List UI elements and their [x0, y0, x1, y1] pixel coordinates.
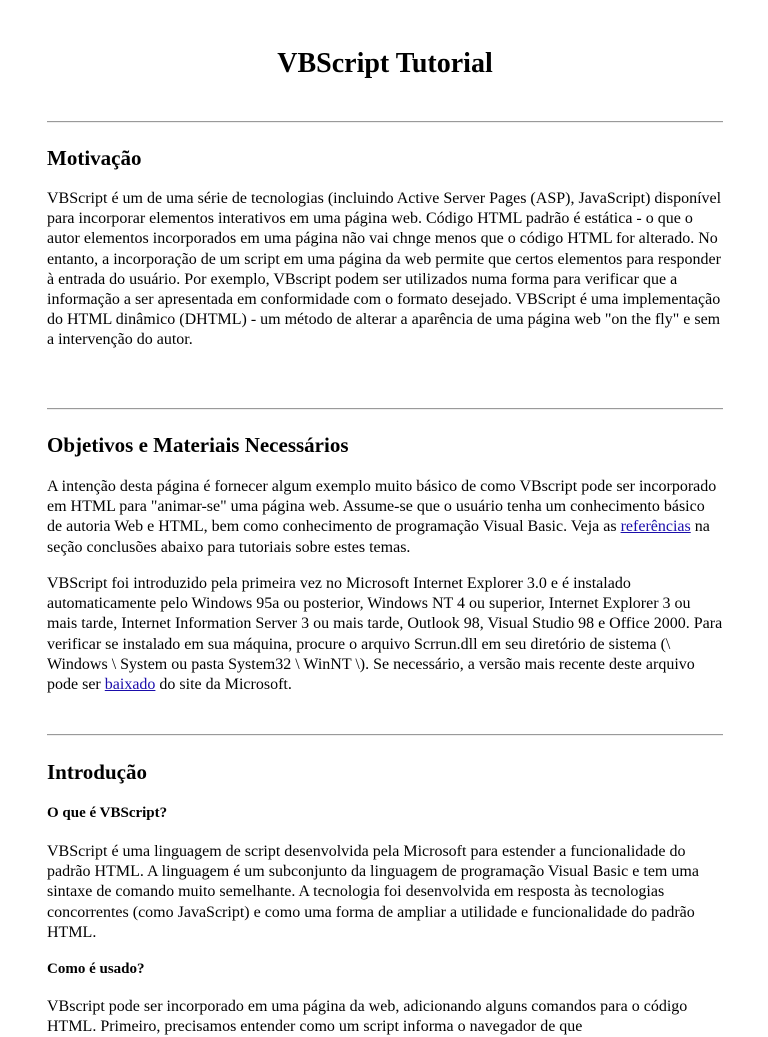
- link-referencias[interactable]: referências: [620, 518, 691, 536]
- section-heading-motivacao: Motivação: [47, 146, 142, 170]
- paragraph-objetivos-2: [47, 574, 723, 695]
- paragraph-text: na seção conclusões abaixo para tutoriais sobre estes temas.: [47, 518, 710, 556]
- section-heading-objetivos: Objetivos e Materiais Necessários: [47, 433, 349, 457]
- paragraph-text: do site da Microsoft.: [155, 676, 292, 694]
- page-title: VBScript Tutorial: [277, 48, 493, 79]
- paragraph-text: VBScript foi introduzido pela primeira vez no Microsoft Internet Explorer 3.0 e é instalado automaticamente pelo Windows 95a ou posterior, Windows NT 4 ou superior, Internet Explorer 3 ou mais tarde, Internet Information Server 3 ou mais tarde, Outlook 98, Visual Studio 98 e Office 2000. Para verificar se instalado em sua máquina, procure o arquivo Scrrun.dll em seu diretório de sistema (\ Windows \ System ou pasta System32 \ WinNT \). Se necessário, a versão mais recente deste arquivo pode ser: [47, 575, 723, 694]
- subheading-como-e-usado: Como é usado?: [47, 961, 145, 977]
- section-heading-introducao: Introdução: [47, 760, 147, 784]
- subheading-o-que-e: O que é VBScript?: [47, 805, 168, 821]
- paragraph-objetivos-1: [47, 477, 723, 558]
- paragraph-introducao-2: VBscript pode ser incorporado em uma página da web, adicionando alguns comandos para o código HTML. Primeiro, precisamos entender como um script informa o navegador de que: [47, 998, 688, 1036]
- link-baixado[interactable]: baixado: [104, 676, 156, 694]
- divider: [47, 121, 723, 123]
- divider: [47, 734, 723, 736]
- paragraph-text: A intenção desta página é fornecer algum exemplo muito básico de como VBscript pode ser incorporado em HTML para "animar-se" uma página web. Assume-se que o usuário tenha um conhecimento básico de autoria Web e HTML, bem como conhecimento de programação Visual Basic. Veja as: [47, 478, 717, 536]
- paragraph-motivacao: VBScript é um de uma série de tecnologias (incluindo Active Server Pages (ASP), JavaScript) disponível para incorporar elementos interativos em uma página web. Código HTML padrão é estática - o que o autor elementos incorporados em uma página não vai chnge menos que o código HTML for alterado. No entanto, a incorporação de um script em uma página da web permite que certos elementos para responder à entrada do usuário. Por exemplo, VBscript podem ser utilizados numa forma para verificar que a informação a ser apresentada em conformidade com o formato desejado. VBScript é uma implementação do HTML dinâmico (DHTML) - um método de alterar a aparência de uma página web "on the fly" e sem a intervenção do autor.: [47, 190, 722, 349]
- divider: [47, 408, 723, 410]
- paragraph-introducao-1: VBScript é uma linguagem de script desenvolvida pela Microsoft para estender a funcionalidade do padrão HTML. A linguagem é um subconjunto da linguagem de programação Visual Basic e tem uma sintaxe de comando muito semelhante. A tecnologia foi desenvolvida em resposta às tecnologias concorrentes (como JavaScript) e como uma forma de ampliar a utilidade e funcionalidade do padrão HTML.: [47, 843, 699, 941]
